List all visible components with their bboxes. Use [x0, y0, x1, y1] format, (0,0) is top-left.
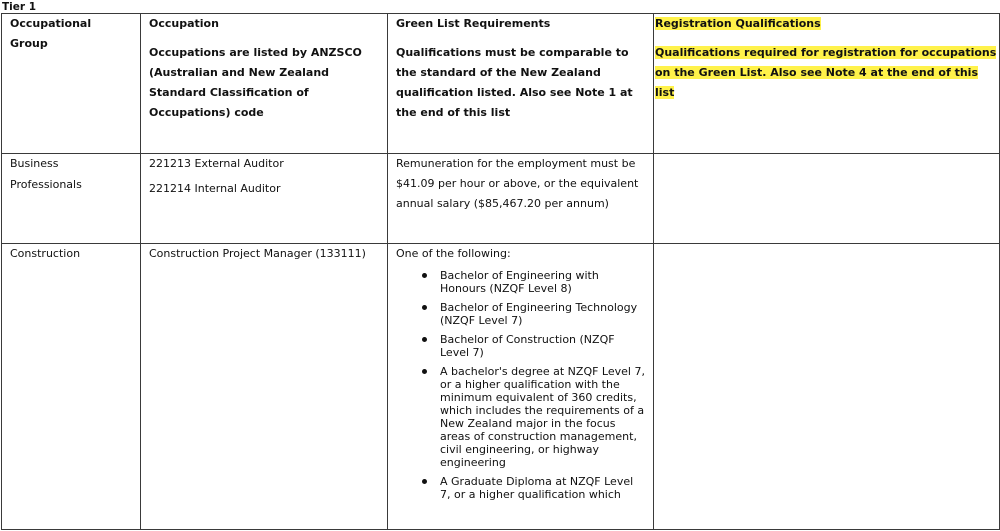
cell-registration	[654, 154, 1000, 244]
header-occupation-title: Occupation	[149, 17, 219, 30]
group-business-line2: Professionals	[10, 178, 82, 191]
green-list-table	[1, 13, 1000, 530]
occupation-internal-auditor: 221214 Internal Auditor	[149, 182, 281, 195]
list-item: Bachelor of Engineering Technology (NZQF Level 7)	[440, 301, 645, 327]
list-item: A bachelor's degree at NZQF Level 7, or a higher qualification with the minimum equivalent of 360 credits, which includes the requirements of a New Zealand major in the focus areas of construction management, civil engineering, or highway engineering	[440, 365, 645, 469]
header-registration-qualifications	[654, 14, 1000, 154]
header-occupational-group-label: Occupational Group	[10, 17, 92, 50]
header-green-list-requirements	[388, 14, 654, 154]
header-registration-title: Registration Qualifications	[655, 17, 821, 30]
header-occupation	[141, 14, 388, 154]
cell-requirements	[388, 154, 654, 244]
cell-registration	[654, 244, 1000, 530]
list-item: Bachelor of Construction (NZQF Level 7)	[440, 333, 645, 359]
group-business-line1: Business	[10, 157, 59, 170]
cell-occupational-group	[2, 154, 141, 244]
occupation-external-auditor: 221213 External Auditor	[149, 157, 284, 170]
requirements-text: Remuneration for the employment must be $41.09 per hour or above, or the equivalent annual salary ($85,467.20 per annum)	[396, 157, 639, 210]
tier-label: Tier 1	[2, 1, 37, 13]
cell-occupation	[141, 154, 388, 244]
group-construction: Construction	[10, 247, 81, 260]
cell-occupation	[141, 244, 388, 530]
table-row	[2, 244, 1000, 530]
list-item: A Graduate Diploma at NZQF Level 7, or a higher qualification which	[440, 475, 645, 501]
cell-requirements	[388, 244, 654, 530]
header-occupation-desc: Occupations are listed by ANZSCO (Australian and New Zealand Standard Classification of Occupations) code	[149, 46, 362, 119]
requirements-intro: One of the following:	[396, 247, 511, 260]
header-requirements-title: Green List Requirements	[396, 17, 551, 30]
occupation-construction-pm: Construction Project Manager (133111)	[149, 247, 366, 260]
requirements-list	[396, 269, 645, 501]
header-requirements-desc: Qualifications must be comparable to the standard of the New Zealand qualification listed. Also see Note 1 at the end of this list	[396, 46, 633, 119]
table-header-row	[2, 14, 1000, 154]
header-occupational-group	[2, 14, 141, 154]
table-row	[2, 154, 1000, 244]
header-registration-desc: Qualifications required for registration for occupations on the Green List. Also see Note 4 at the end of this list	[655, 46, 997, 99]
list-item: Bachelor of Engineering with Honours (NZQF Level 8)	[440, 269, 645, 295]
cell-occupational-group	[2, 244, 141, 530]
